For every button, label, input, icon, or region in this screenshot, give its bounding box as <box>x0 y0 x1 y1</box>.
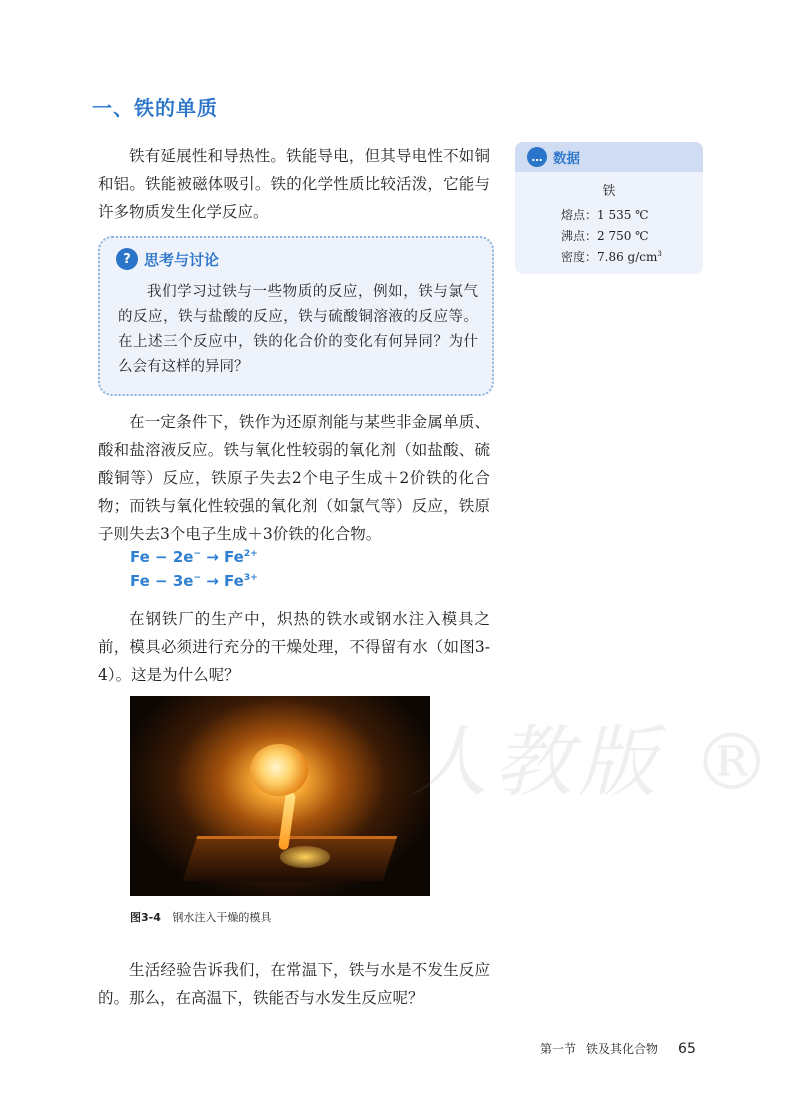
data-sidebox <box>515 142 703 274</box>
unit-exponent: 3 <box>657 250 662 258</box>
row-label: 沸点： <box>561 229 598 243</box>
discussion-box <box>98 236 494 396</box>
page-number: 65 <box>678 1041 696 1057</box>
ladle-shape <box>250 744 308 796</box>
figure-molten-steel-photo <box>130 696 430 896</box>
paragraph-properties <box>98 142 490 226</box>
figure-caption <box>130 909 271 925</box>
footer-section: 第一节 <box>540 1042 577 1056</box>
paragraph-question <box>98 956 490 1012</box>
row-label: 熔点： <box>561 208 598 222</box>
sidebox-title: 数据 <box>553 151 580 167</box>
row-label: 密度： <box>561 250 598 264</box>
boiling-point-row <box>561 227 649 244</box>
equation-rhs: Fe <box>224 572 244 590</box>
paragraph-text: 在一定条件下，铁作为还原剂能与某些非金属单质、酸和盐溶液反应。铁与氧化性较弱的氧化剂（如盐酸、硫酸铜等）反应，铁原子失去2个电子生成＋2价铁的化合物；而铁与氧化性较强的氧化剂（如氯气等）反应，铁原子则失去3个电子生成＋3价铁的化合物。 <box>98 413 490 543</box>
arrow-icon: → <box>206 548 219 566</box>
sidebox-header <box>527 147 580 167</box>
paragraph-steelworks <box>98 605 490 689</box>
figure-number: 图3-4 <box>130 911 161 924</box>
equation-fe3 <box>130 572 258 590</box>
speech-bubble-icon: … <box>527 147 547 167</box>
discussion-header <box>116 248 219 270</box>
ion-charge: 2+ <box>243 549 258 559</box>
row-value: 7.86 g/cm <box>597 250 658 264</box>
equation-fe2 <box>130 548 258 566</box>
discussion-body <box>118 280 478 380</box>
equation-rhs: Fe <box>224 548 244 566</box>
equation-lhs: Fe − 2e <box>130 548 194 566</box>
melting-point-row <box>561 206 649 223</box>
row-value: 2 750 ℃ <box>597 229 649 243</box>
paragraph-text: 铁有延展性和导热性。铁能导电，但其导电性不如铜和铝。铁能被磁体吸引。铁的化学性质比较活泼，它能与许多物质发生化学反应。 <box>98 147 490 221</box>
electron-charge: − <box>193 573 201 583</box>
sidebox-substance: 铁 <box>602 184 616 199</box>
row-value: 1 535 ℃ <box>597 208 649 222</box>
publisher-watermark: 人教版 ® <box>410 718 777 808</box>
paragraph-text: 在钢铁厂的生产中，炽热的铁水或钢水注入模具之前，模具必须进行充分的干燥处理，不得留有水（如图3-4）。这是为什么呢？ <box>98 610 490 684</box>
electron-charge: − <box>193 549 201 559</box>
question-bubble-icon: ? <box>116 248 138 270</box>
equation-lhs: Fe − 3e <box>130 572 194 590</box>
ion-charge: 3+ <box>243 573 258 583</box>
splash-glow <box>280 846 330 868</box>
discussion-title: 思考与讨论 <box>144 250 220 269</box>
paragraph-text: 生活经验告诉我们，在常温下，铁与水是不发生反应的。那么，在高温下，铁能否与水发生反应呢？ <box>98 961 490 1007</box>
arrow-icon: → <box>206 572 219 590</box>
discussion-text: 我们学习过铁与一些物质的反应，例如，铁与氯气的反应，铁与盐酸的反应，铁与硫酸铜溶液的反应等。在上述三个反应中，铁的化合价的变化有何异同？为什么会有这样的异同？ <box>118 284 478 375</box>
density-row <box>561 248 662 265</box>
section-heading: 一、铁的单质 <box>92 96 218 120</box>
page-footer <box>540 1040 696 1057</box>
paragraph-redox <box>98 408 490 548</box>
figure-caption-text: 钢水注入干燥的模具 <box>172 911 272 924</box>
footer-chapter: 铁及其化合物 <box>586 1042 659 1056</box>
